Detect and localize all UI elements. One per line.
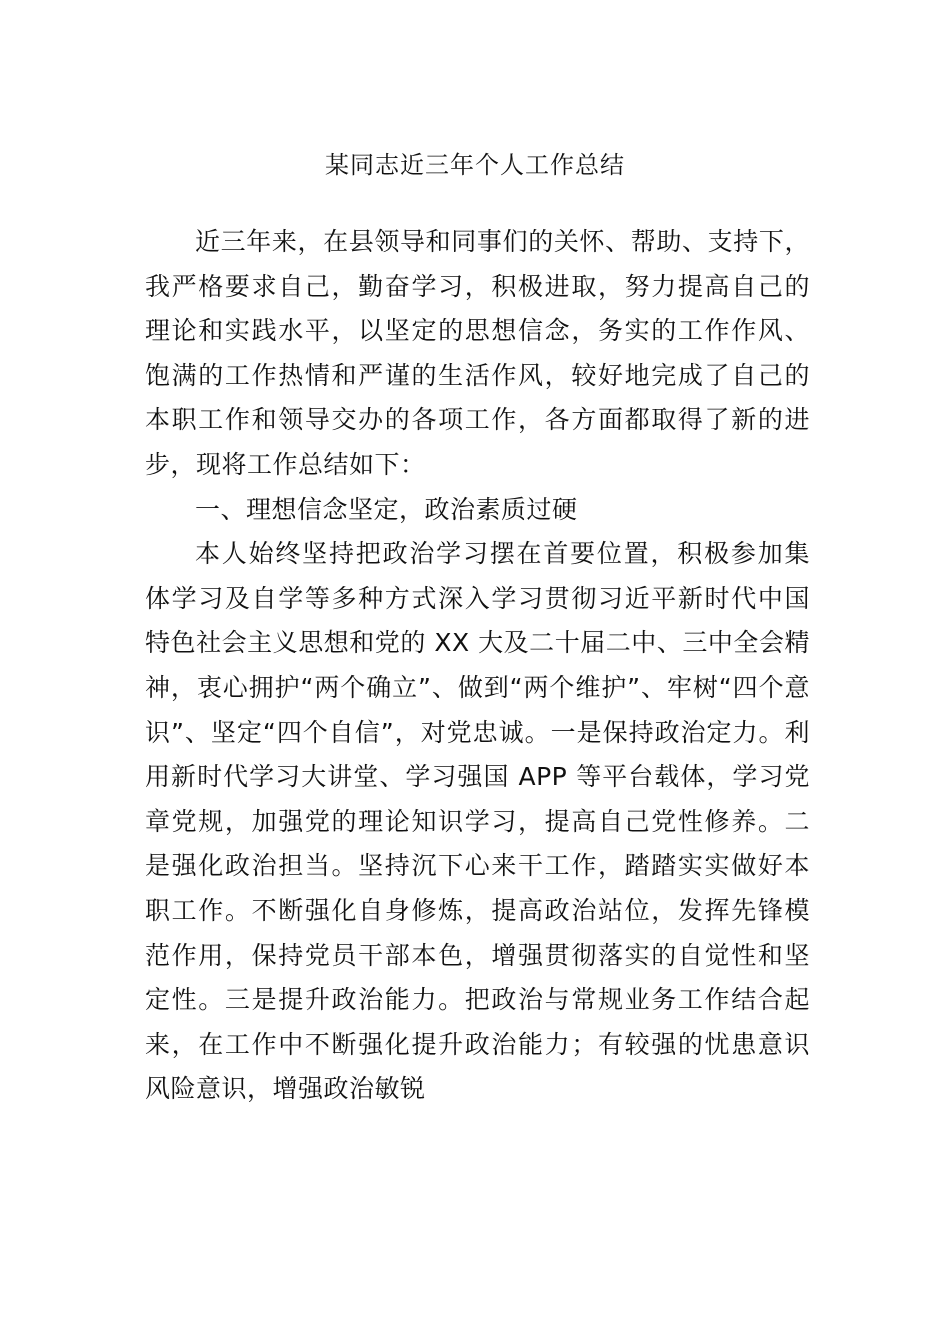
paragraph-line: 范作用，保持党员干部本色，增强贯彻落实的自觉性和坚 xyxy=(145,940,810,970)
paragraph-line: 职工作。不断强化自身修炼，提高政治站位，发挥先锋模 xyxy=(145,895,810,925)
paragraph-line: 定性。三是提升政治能力。把政治与常规业务工作结合起 xyxy=(145,985,810,1015)
paragraph-line: 饱满的工作热情和严谨的生活作风，较好地完成了自己的 xyxy=(145,360,810,390)
document-title: 某同志近三年个人工作总结 xyxy=(325,151,625,179)
paragraph-line: 来，在工作中不断强化提升政治能力；有较强的忧患意识 xyxy=(145,1029,810,1059)
paragraph-line: 理论和实践水平，以坚定的思想信念，务实的工作作风、 xyxy=(145,316,810,346)
paragraph-line: 特色社会主义思想和党的 XX 大及二十届二中、三中全会精 xyxy=(145,628,810,658)
paragraph-line: 本人始终坚持把政治学习摆在首要位置，积极参加集 xyxy=(195,539,810,569)
paragraph-line: 用新时代学习大讲堂、学习强国 APP 等平台载体，学习党 xyxy=(145,762,810,792)
paragraph-line: 章党规，加强党的理论知识学习，提高自己党性修养。二 xyxy=(145,806,810,836)
paragraph-line: 步，现将工作总结如下： xyxy=(145,449,426,479)
paragraph-line: 本职工作和领导交办的各项工作，各方面都取得了新的进 xyxy=(145,405,810,435)
paragraph-line: 体学习及自学等多种方式深入学习贯彻习近平新时代中国 xyxy=(145,583,810,613)
paragraph-line: 是强化政治担当。坚持沉下心来干工作，踏踏实实做好本 xyxy=(145,851,810,881)
document-body xyxy=(145,220,810,1112)
section-heading: 一、理想信念坚定，政治素质过硬 xyxy=(195,494,578,524)
paragraph-line: 近三年来，在县领导和同事们的关怀、帮助、支持下， xyxy=(195,227,810,256)
paragraph-line: 神，衷心拥护“两个确立”、做到“两个维护”、牢树“四个意 xyxy=(145,672,810,702)
paragraph-line: 我严格要求自己，勤奋学习，积极进取，努力提高自己的 xyxy=(145,271,810,301)
paragraph-line: 识”、坚定“四个自信”，对党忠诚。一是保持政治定力。利 xyxy=(145,717,810,747)
paragraph-line: 风险意识，增强政治敏锐 xyxy=(145,1074,426,1104)
